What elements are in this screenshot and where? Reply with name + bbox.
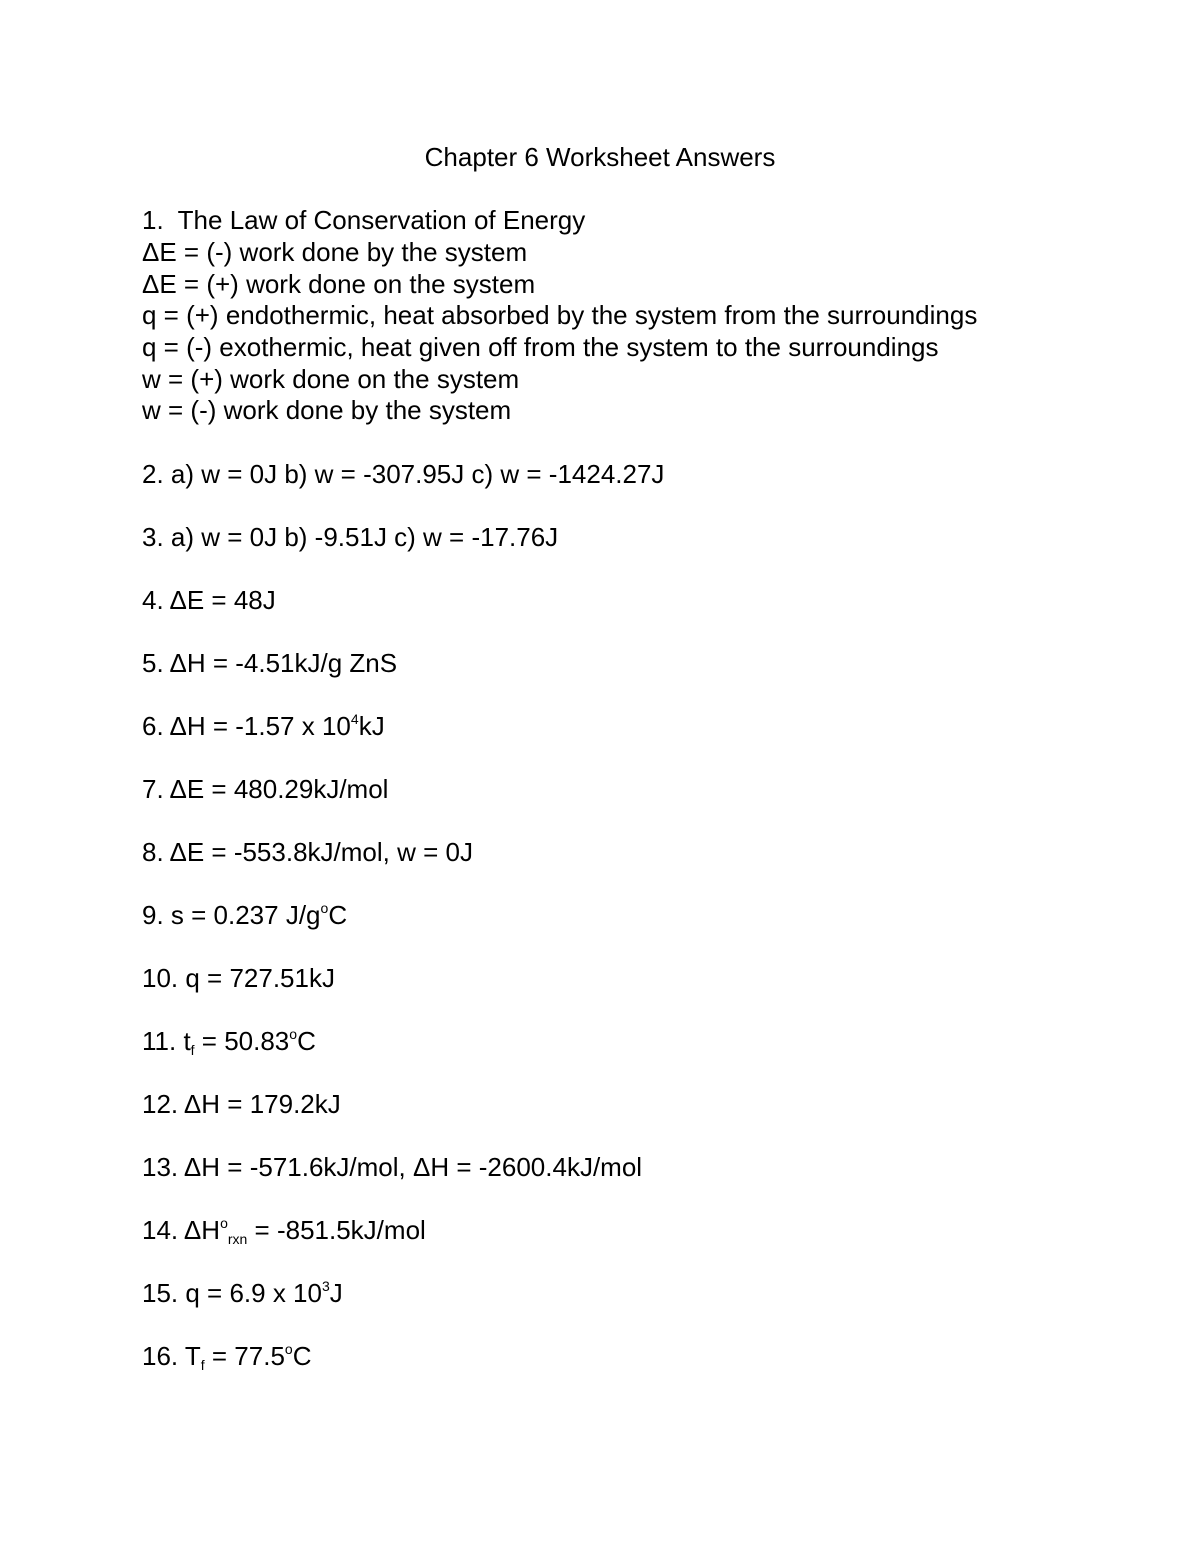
answer-12: 12. ΔH = 179.2kJ <box>142 1089 341 1119</box>
q1-heading <box>142 204 585 236</box>
answer-3: 3. a) w = 0J b) -9.51J c) w = -17.76J <box>142 522 559 552</box>
answer-6-exponent: 4 <box>350 711 359 727</box>
answer-11-value: = 50.83 <box>194 1026 290 1056</box>
answer-14-degree: o <box>220 1215 228 1231</box>
answer-6 <box>142 710 385 742</box>
answer-14-text: 14. ΔH <box>142 1215 221 1245</box>
answer-16-subscript: f <box>200 1357 205 1373</box>
answer-15-text: 15. q = 6.9 x 10 <box>142 1278 322 1308</box>
answer-15-unit: J <box>329 1278 343 1308</box>
answer-9-text: 9. s = 0.237 J/g <box>142 900 321 930</box>
answer-16-unit: C <box>292 1341 312 1371</box>
answer-6-unit: kJ <box>358 711 385 741</box>
answer-4: 4. ΔE = 48J <box>142 585 276 615</box>
q1-line-6: w = (-) work done by the system <box>142 395 512 425</box>
answer-2: 2. a) w = 0J b) w = -307.95J c) w = -1424.27J <box>142 459 665 489</box>
q1-line-3: q = (+) endothermic, heat absorbed by the system from the surroundings <box>142 300 978 330</box>
q1-line-4: q = (-) exothermic, heat given off from the system to the surroundings <box>142 332 939 362</box>
answer-15-exponent: 3 <box>321 1278 330 1294</box>
answer-13: 13. ΔH = -571.6kJ/mol, ΔH = -2600.4kJ/mol <box>142 1152 643 1182</box>
page-title: Chapter 6 Worksheet Answers <box>424 142 776 172</box>
answer-11-degree: o <box>289 1026 298 1042</box>
answer-11-text: 11. t <box>142 1026 191 1056</box>
answer-9-unit: C <box>328 900 348 930</box>
q1-line-1: ΔE = (-) work done by the system <box>142 237 528 267</box>
answer-6-text: 6. ΔH = -1.57 x 10 <box>142 711 351 741</box>
q1-line-5: w = (+) work done on the system <box>142 364 520 394</box>
answer-16-degree: o <box>284 1341 293 1357</box>
q1-heading-text: The Law of Conservation of Energy <box>177 205 586 235</box>
answer-8: 8. ΔE = -553.8kJ/mol, w = 0J <box>142 837 473 867</box>
answer-14-value: = -851.5kJ/mol <box>247 1215 426 1245</box>
answer-14-subscript: rxn <box>227 1231 248 1247</box>
answer-15 <box>142 1277 343 1309</box>
answer-14 <box>142 1214 426 1246</box>
answer-10: 10. q = 727.51kJ <box>142 963 335 993</box>
answer-11-unit: C <box>297 1026 316 1056</box>
answer-11 <box>142 1025 316 1057</box>
q1-number: 1. <box>142 205 164 235</box>
answer-7: 7. ΔE = 480.29kJ/mol <box>142 774 389 804</box>
q1-line-2: ΔE = (+) work done on the system <box>142 269 536 299</box>
answer-5: 5. ΔH = -4.51kJ/g ZnS <box>142 648 398 678</box>
answer-9-degree: o <box>320 900 329 916</box>
answer-16-value: = 77.5 <box>204 1341 285 1371</box>
answer-16 <box>142 1340 311 1372</box>
answer-9 <box>142 899 347 931</box>
answer-16-text: 16. T <box>142 1341 201 1371</box>
answer-11-subscript: f <box>190 1042 195 1058</box>
